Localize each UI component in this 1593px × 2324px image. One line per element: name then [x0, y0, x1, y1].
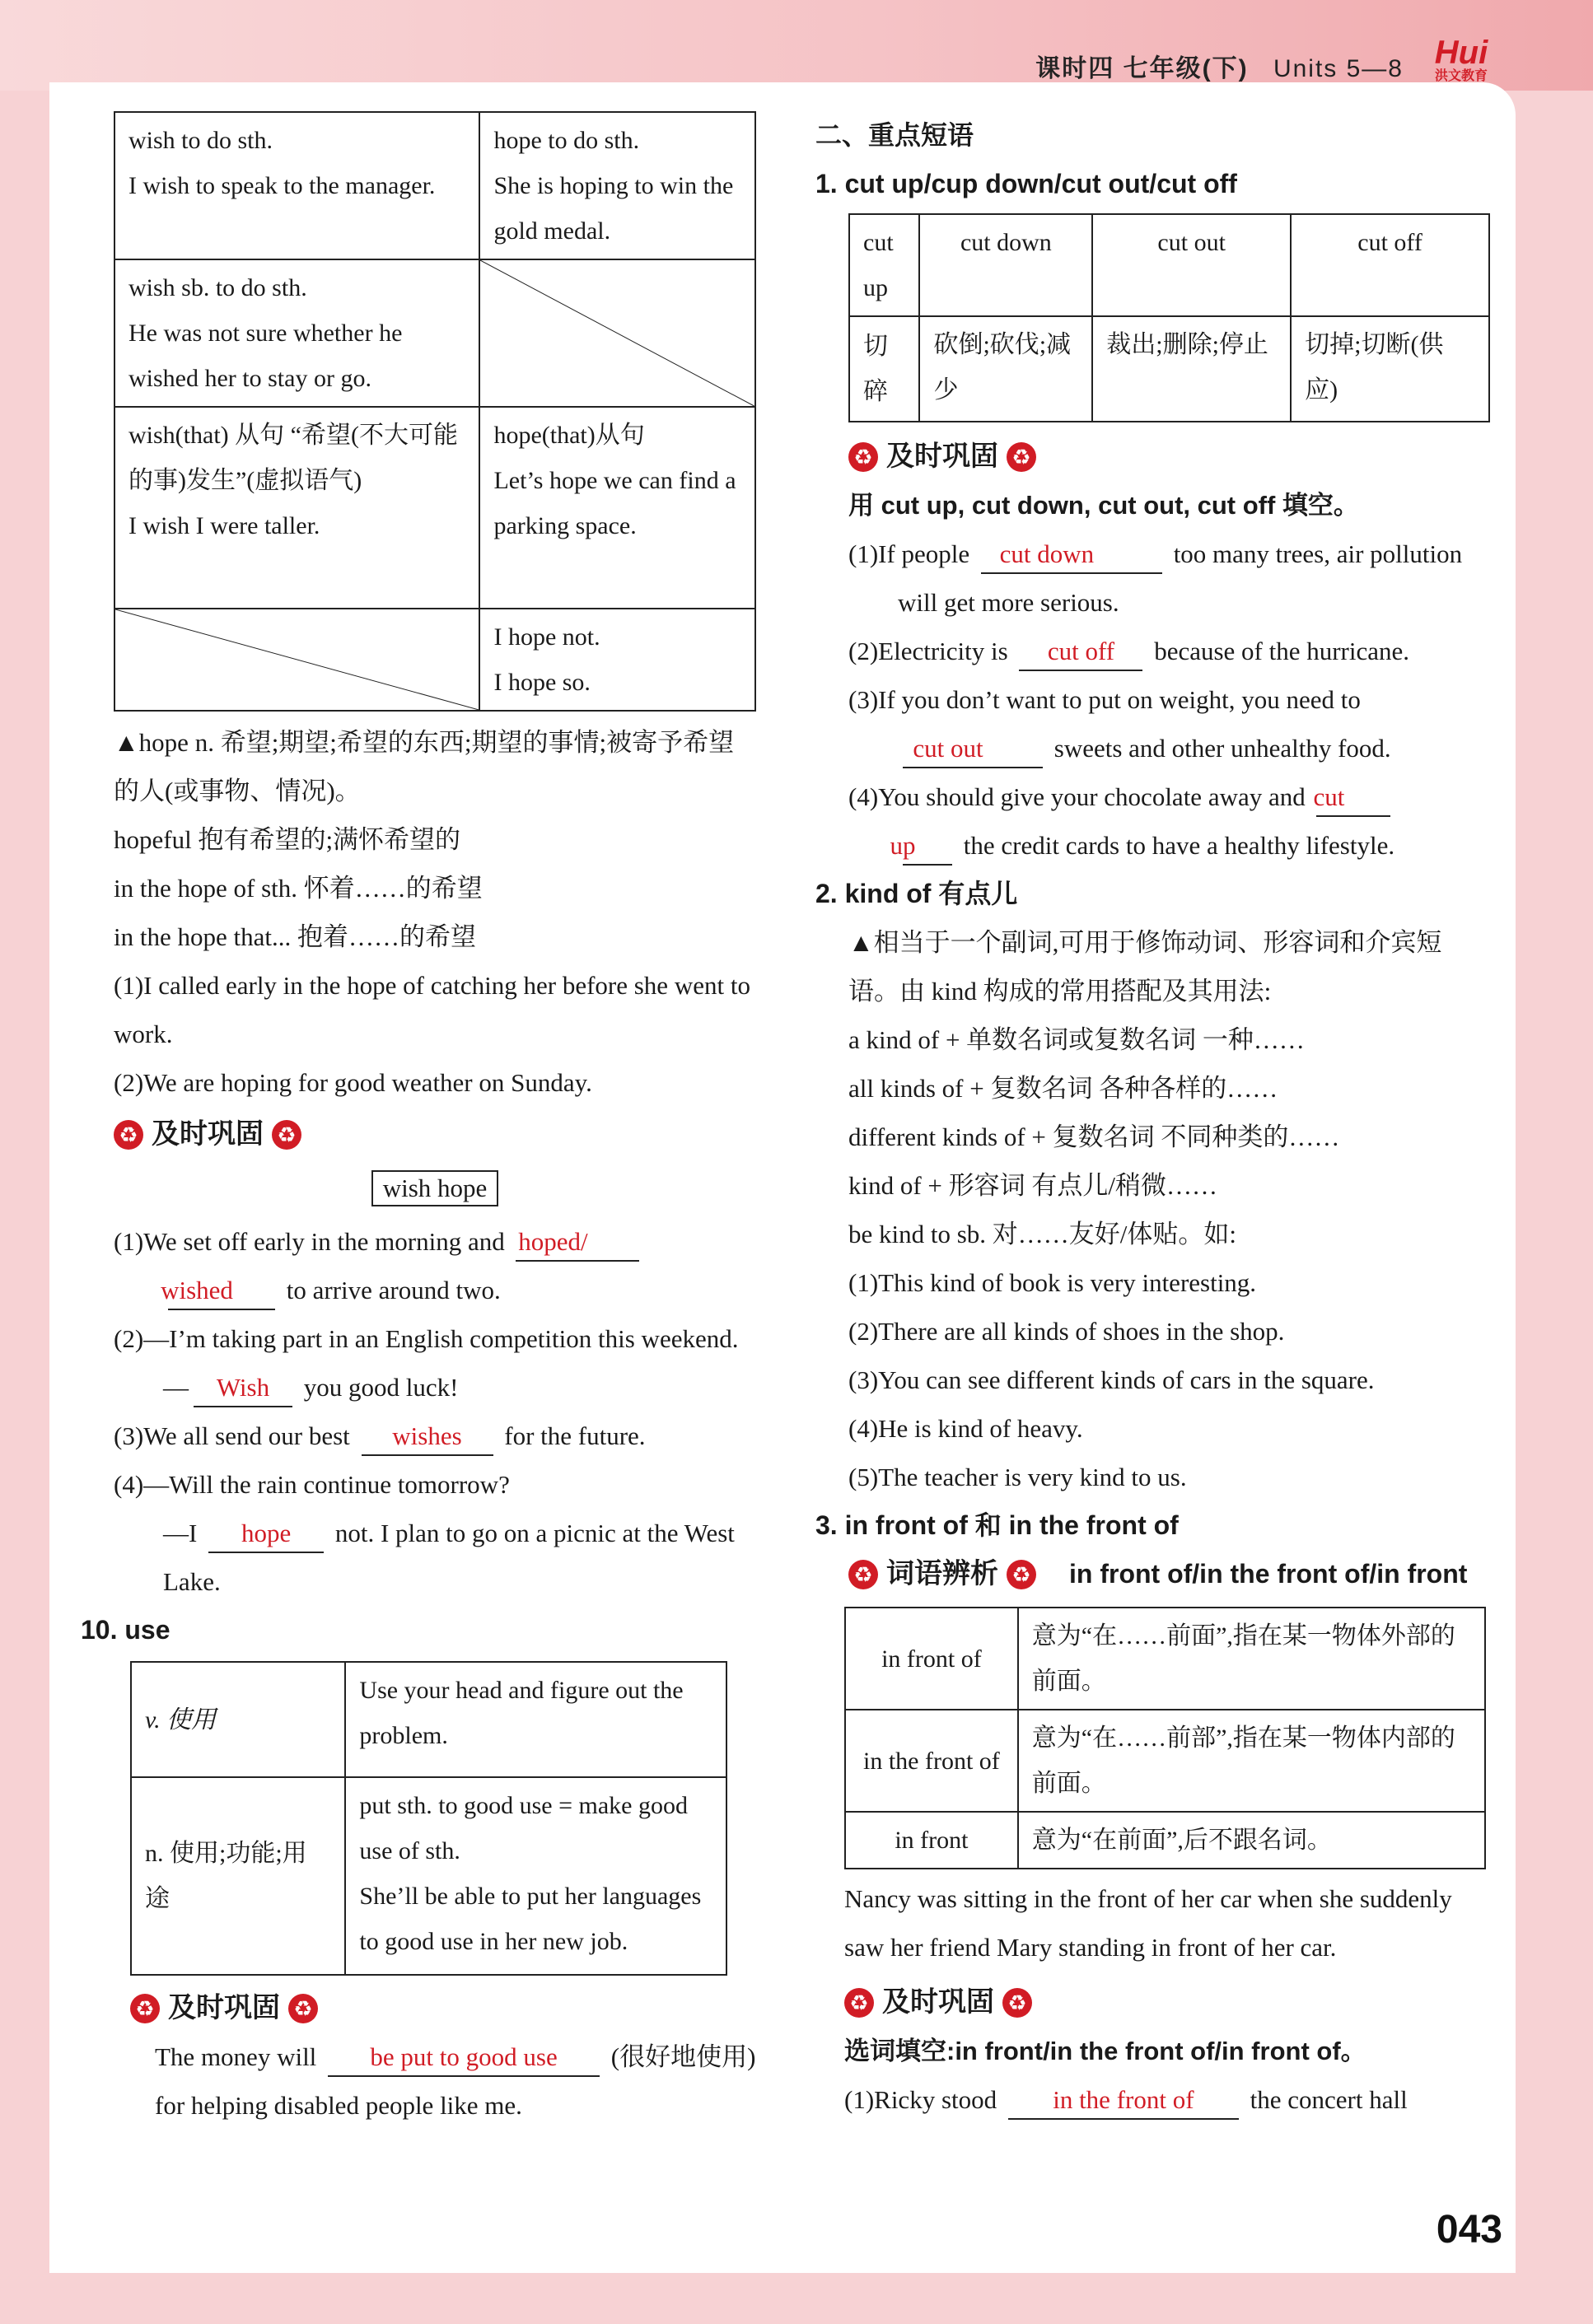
answer-blank[interactable]: wishes [362, 1418, 493, 1456]
hope-note: in the hope of sth. 怀着……的希望 [114, 874, 483, 903]
kind-example: (5)The teacher is very kind to us. [848, 1463, 1187, 1491]
cell-line: She’ll be able to put her languages to good use in her new job. [359, 1883, 702, 1955]
kind-note: ▲相当于一个副词,可用于修饰动词、形容词和介宾短语。由 kind 构成的常用搭配及其用法: [848, 928, 1442, 1006]
table-cell [114, 259, 479, 407]
table-cell [345, 1777, 726, 1975]
brand-name: 洪文教育 [1434, 69, 1488, 83]
question-text: (1)We set off early in the morning and [114, 1227, 505, 1256]
analysis-text: in front of/in the front of/in front [1069, 1559, 1468, 1589]
table-cell: in front of [845, 1608, 1018, 1710]
table-header-cell: cut off [1291, 214, 1489, 316]
question [848, 530, 1491, 627]
cell-line: wish(that) 从句 “希望(不大可能的事)发生”(虚拟语气) [128, 422, 458, 494]
question-text: The money will [155, 2042, 317, 2071]
table-header-cell: cut out [1092, 214, 1291, 316]
table-cell: 砍倒;砍伐;减少 [919, 316, 1092, 422]
pos-label: n. 使用;功能;用途 [145, 1840, 307, 1912]
recycle-icon: ♻ [1002, 1988, 1032, 2018]
answer-blank[interactable]: cut out [903, 730, 1043, 768]
kind-note: different kinds of + 复数名词 不同种类的…… [848, 1122, 1340, 1151]
question [848, 772, 1491, 870]
question [114, 1363, 756, 1412]
table-cell [131, 1777, 345, 1975]
consolidate-heading [130, 1984, 756, 2032]
cell-line: hope(that)从句 [493, 422, 645, 449]
answer-blank[interactable]: up [903, 828, 952, 866]
answer-blank[interactable]: cut down [981, 536, 1162, 574]
exercise-instruction: 选词填空:in front/in the front of/in front of。 [844, 2037, 1366, 2065]
empty-diagonal-cell [479, 259, 755, 407]
brand-logo-mark: Hui [1434, 35, 1488, 71]
cut-table [848, 213, 1490, 422]
kind-example: (4)He is kind of heavy. [848, 1414, 1083, 1443]
cell-line: I hope not. [493, 623, 600, 651]
page-number: 043 [1436, 2208, 1502, 2252]
recycle-icon: ♻ [844, 1988, 874, 2018]
cell-line: hope to do sth. [493, 127, 640, 154]
cell-line: Let’s hope we can find a parking space. [493, 467, 736, 539]
word-box-row [114, 1164, 756, 1212]
front-table [844, 1607, 1486, 1869]
consolidate-label: 及时巩固 [886, 441, 998, 472]
answer-blank[interactable]: be put to good use [328, 2039, 600, 2077]
question [848, 627, 1491, 675]
table-cell: 意为“在……前面”,指在某一物体外部的前面。 [1018, 1608, 1485, 1710]
grade-label: 七年级(下) [1123, 55, 1249, 82]
recycle-icon: ♻ [272, 1120, 301, 1150]
cell-line: I wish to speak to the manager. [128, 172, 436, 199]
use-table [130, 1661, 727, 1976]
recycle-icon: ♻ [1007, 442, 1036, 472]
cell-line: He was not sure whether he wished her to stay or go. [128, 320, 403, 392]
consolidate-heading [114, 1110, 756, 1159]
kind-note: kind of + 形容词 有点儿/稍微…… [848, 1171, 1218, 1200]
cell-line: I hope so. [493, 669, 591, 696]
consolidate-label: 及时巩固 [152, 1118, 264, 1150]
empty-diagonal-cell [114, 609, 479, 711]
table-cell: in the front of [845, 1710, 1018, 1812]
phrase-title-3: 3. in front of 和 in the front of [815, 1510, 1179, 1540]
kind-example: (3)You can see different kinds of cars in the square. [848, 1365, 1375, 1394]
question-text: the concert hall [1250, 2085, 1408, 2114]
question-text: (2)—I’m taking part in an English competition this weekend. [114, 1324, 739, 1353]
question-text: (1)If people [848, 539, 970, 568]
question-text: sweets and other unhealthy food. [1053, 734, 1391, 763]
answer-blank[interactable]: in the front of [1008, 2082, 1239, 2120]
table-cell [345, 1662, 726, 1777]
question-text: the credit cards to have a healthy lifestyle. [963, 831, 1395, 860]
kind-example: (2)There are all kinds of shoes in the shop. [848, 1317, 1285, 1346]
consolidate-heading [848, 432, 1491, 481]
question [114, 1460, 756, 1509]
table-cell: in front [845, 1812, 1018, 1869]
question-text: too many trees, air pollution will get more serious. [898, 539, 1463, 617]
question-text: — [163, 1373, 189, 1402]
use-title: 10. use [81, 1615, 171, 1645]
question-text: (3)If you don’t want to put on weight, you need to [848, 685, 1361, 714]
question-text: because of the hurricane. [1154, 637, 1410, 665]
hope-note: hopeful 抱有希望的;满怀希望的 [114, 825, 461, 854]
front-example: Nancy was sitting in the front of her car when she suddenly saw her friend Mary standing in front of her car. [844, 1884, 1452, 1962]
table-cell [479, 112, 755, 259]
answer-blank[interactable]: Wish [194, 1370, 292, 1407]
question-text: —I [163, 1519, 198, 1547]
table-cell: 裁出;删除;停止 [1092, 316, 1291, 422]
table-cell: 切掉;切断(供应) [1291, 316, 1489, 422]
recycle-icon: ♻ [1007, 1560, 1036, 1589]
recycle-icon: ♻ [848, 442, 878, 472]
exercise-wish-hope [114, 1217, 756, 1606]
kind-example: (1)This kind of book is very interesting. [848, 1268, 1257, 1297]
consolidate-heading [844, 1978, 1491, 2027]
phrase-title-1: 1. cut up/cup down/cut out/cut off [815, 169, 1237, 198]
table-cell: 意为“在……前部”,指在某一物体内部的前面。 [1018, 1710, 1485, 1812]
exercise-instruction: 用 cut up, cut down, cut out, cut off 填空。 [848, 491, 1359, 520]
word-box: wish hope [371, 1170, 499, 1206]
question-text: (2)Electricity is [848, 637, 1008, 665]
hope-example: (2)We are hoping for good weather on Sunday. [114, 1068, 592, 1097]
kind-note: all kinds of + 复数名词 各种各样的…… [848, 1074, 1278, 1103]
table-cell [479, 609, 755, 711]
question-text: (4)—Will the rain continue tomorrow? [114, 1470, 510, 1499]
right-column [815, 111, 1491, 2124]
kind-note: be kind to sb. 对……友好/体贴。如: [848, 1220, 1237, 1248]
brand-logo [1420, 36, 1502, 84]
table-cell: 切碎 [849, 316, 919, 422]
kind-note: a kind of + 单数名词或复数名词 一种…… [848, 1025, 1305, 1054]
answer-blank[interactable]: cut off [1019, 633, 1142, 671]
question [114, 1314, 756, 1363]
analysis-heading [848, 1550, 1491, 1598]
cell-line: I wish I were taller. [128, 512, 320, 539]
running-header [1035, 48, 1404, 84]
question-text: you good luck! [303, 1373, 459, 1402]
hope-note: ▲hope n. 希望;期望;希望的东西;期望的事情;被寄予希望的人(或事物、情况)。 [114, 728, 735, 805]
consolidate-label: 及时巩固 [882, 1986, 994, 2018]
answer-blank[interactable]: cut [1316, 779, 1390, 817]
analysis-label: 词语辨析 [886, 1558, 998, 1589]
table-cell [114, 407, 479, 609]
table-header-cell: cut down [919, 214, 1092, 316]
section-title: 二、重点短语 [815, 120, 974, 150]
question [114, 1217, 756, 1314]
phrase-title-2: 2. kind of 有点儿 [815, 879, 1018, 908]
cell-line: put sth. to good use = make good use of sth. [359, 1792, 688, 1864]
table-header-cell: cut up [849, 214, 919, 316]
table-cell [131, 1662, 345, 1777]
table-cell: 意为“在前面”,后不跟名词。 [1018, 1812, 1485, 1869]
hope-example: (1)I called early in the hope of catching her before she went to work. [114, 971, 750, 1048]
wish-hope-table [114, 111, 756, 712]
cell-line: wish to do sth. [128, 127, 273, 154]
question [114, 1509, 756, 1606]
answer-blank[interactable]: hope [208, 1515, 324, 1553]
question-text: for the future. [504, 1421, 646, 1450]
answer-blank[interactable]: wished [168, 1272, 275, 1310]
question-text: (1)Ricky stood [844, 2085, 997, 2114]
question-text: to arrive around two. [286, 1276, 501, 1304]
lesson-label: 课时四 [1035, 55, 1115, 82]
hope-note: in the hope that... 抱着……的希望 [114, 922, 476, 951]
pos-label: v. 使用 [145, 1706, 217, 1734]
exercise-use [155, 2032, 756, 2130]
table-cell [479, 407, 755, 609]
cell-line: Use your head and figure out the problem. [359, 1677, 684, 1749]
recycle-icon: ♻ [114, 1120, 143, 1150]
recycle-icon: ♻ [288, 1994, 318, 2023]
question-text: (很好地使用) for helping disabled people like me. [155, 2042, 756, 2120]
units-label: Units 5—8 [1273, 55, 1404, 82]
cell-line: She is hoping to win the gold medal. [493, 172, 734, 245]
question [844, 2075, 1491, 2124]
question-text: not. I plan to go on a picnic at the West Lake. [163, 1519, 735, 1596]
cell-line: wish sb. to do sth. [128, 274, 307, 301]
question [848, 675, 1491, 772]
left-column [81, 111, 756, 2130]
question-text: (4)You should give your chocolate away and [848, 782, 1306, 811]
question-text: (3)We all send our best [114, 1421, 350, 1450]
consolidate-label: 及时巩固 [168, 1992, 280, 2023]
recycle-icon: ♻ [130, 1994, 160, 2023]
recycle-icon: ♻ [848, 1560, 878, 1589]
table-cell [114, 112, 479, 259]
answer-blank[interactable]: hoped/ [516, 1224, 639, 1262]
question [114, 1412, 756, 1460]
